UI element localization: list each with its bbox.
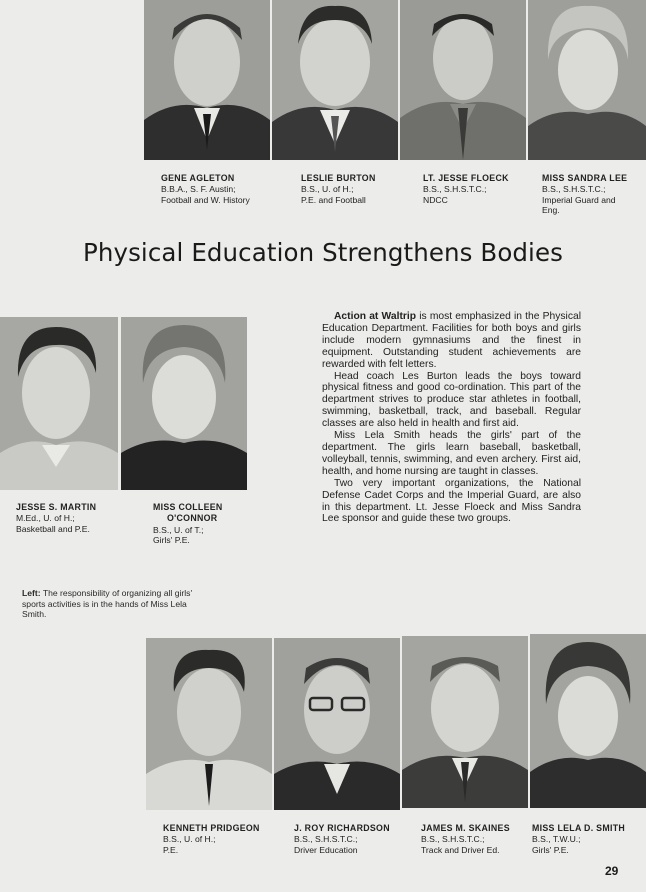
faculty-detail: Girls' P.E. [532,844,569,855]
faculty-detail: B.B.A., S. F. Austin; [161,184,236,195]
faculty-name: LESLIE BURTON [301,173,376,183]
faculty-caption [16,502,126,534]
portrait-photo [0,317,118,490]
faculty-name: MISS COLLEEN [153,502,223,512]
faculty-detail: B.S., S.H.S.T.C.; [421,834,485,845]
faculty-detail: Girls' P.E. [153,535,190,546]
faculty-detail: P.E. [163,844,179,855]
faculty-name: JAMES M. SKAINES [421,823,510,833]
page-title: Physical Education Strengthens Bodies [82,238,564,267]
faculty-caption [161,173,273,205]
article-paragraph: Head coach Les Burton leads the boys toward physical fitness and good co-ordination. This part of the department strives to produce star athletes in football, swimming, basketball, track, and baseball. Regular classes are also held in health and first aid. [322,370,581,430]
article-paragraph: Two very important organizations, the National Defense Cadet Corps and the Imperial Guard, are also in this department. Lt. Jesse Floeck and Miss Sandra Lee sponsor and guide these two groups. [322,477,581,525]
faculty-detail: NDCC [423,194,448,205]
faculty-name: JESSE S. MARTIN [16,502,97,512]
faculty-caption [421,823,529,855]
faculty-detail: Track and Driver Ed. [421,844,500,855]
faculty-detail: M.Ed., U. of H.; [16,513,75,524]
faculty-caption [542,173,642,216]
portrait-photo [144,0,270,160]
faculty-detail: Basketball and P.E. [16,523,90,534]
portrait-photo [400,0,526,160]
faculty-name: MISS SANDRA LEE [542,173,628,183]
portrait-photo [530,634,646,808]
photo-caption [22,588,198,620]
faculty-detail: Imperial Guard and [542,194,616,205]
article-paragraph: Miss Lela Smith heads the girls' part of the department. The girls learn baseball, basketball, volleyball, tennis, swimming, and even archery. First aid, health, and home nursing are taught in classes. [322,430,581,477]
faculty-detail: B.S., S.H.S.T.C.; [294,834,358,845]
faculty-caption [532,823,642,855]
faculty-name-continued: O'CONNOR [167,513,218,524]
faculty-caption [153,502,263,546]
article-lead: Action at Waltrip [334,311,417,322]
article-body [322,311,581,525]
faculty-detail: B.S., U. of H.; [301,184,354,195]
portrait-photo [402,636,528,808]
faculty-caption [301,173,401,205]
photo-caption-label: Left: [22,588,41,598]
faculty-detail: Football and W. History [161,194,250,205]
faculty-name: GENE AGLETON [161,173,235,183]
faculty-detail: Eng. [542,205,560,216]
portrait-photo [274,638,400,810]
faculty-detail: B.S., T.W.U.; [532,834,581,845]
portrait-photo [146,638,272,810]
portrait-photo [272,0,398,160]
photo-caption-text: The responsibility of organizing all girls' sports activities is in the hands of Miss Lela Smith. [22,588,193,620]
faculty-name: KENNETH PRIDGEON [163,823,260,833]
faculty-detail: P.E. and Football [301,194,366,205]
article-text: is most emphasized in the Physical Education Department. Facilities for both boys and girls include modern gymnasiums and the finest in equipment. Outstanding student achievements are rewarded with felt letters. [322,311,582,370]
faculty-name: J. ROY RICHARDSON [294,823,390,833]
faculty-name: LT. JESSE FLOECK [423,173,509,183]
portrait-photo [121,317,247,490]
portrait-photo [528,0,646,160]
faculty-detail: B.S., U. of T.; [153,524,204,535]
faculty-name: MISS LELA D. SMITH [532,823,626,833]
faculty-detail: B.S., S.H.S.T.C.; [423,184,487,195]
page-number: 29 [605,864,619,878]
faculty-caption [163,823,275,855]
article-paragraph [322,311,581,371]
faculty-caption [294,823,404,855]
faculty-detail: B.S., U. of H.; [163,834,216,845]
faculty-detail: Driver Education [294,844,358,855]
faculty-caption [423,173,523,205]
faculty-detail: B.S., S.H.S.T.C.; [542,184,606,195]
